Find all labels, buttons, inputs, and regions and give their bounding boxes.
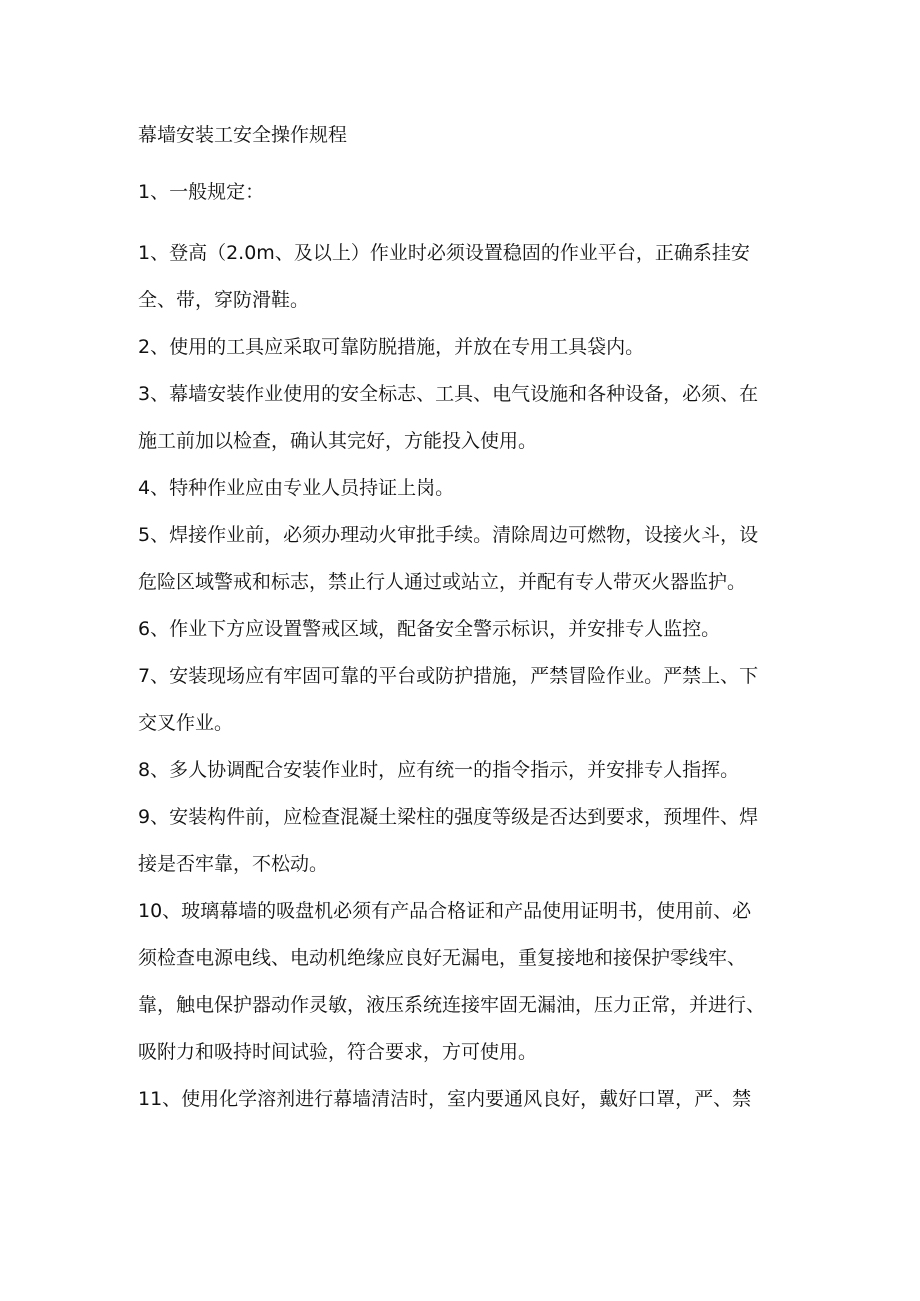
rule-line: 4、特种作业应由专业人员持证上岗。 [138, 477, 455, 499]
rule-line: 危险区域警戒和标志，禁止行人通过或站立，并配有专人带灭火器监护。 [138, 571, 747, 593]
document-title: 幕墙安装工安全操作规程 [138, 124, 348, 146]
rule-line: 5、焊接作业前，必须办理动火审批手续。清除周边可燃物，设接火斗，设 [138, 524, 759, 546]
section-heading: 1、一般规定： [138, 181, 265, 203]
rule-line: 10、玻璃幕墙的吸盘机必须有产品合格证和产品使用证明书，使用前、必 [138, 900, 752, 922]
rule-line: 11、使用化学溶剂进行幕墙清洁时，室内要通风良好，戴好口罩，严、禁 [138, 1088, 752, 1110]
rule-item [138, 512, 806, 606]
rule-item [138, 465, 806, 512]
rule-line: 3、幕墙安装作业使用的安全标志、工具、电气设施和各种设备，必须、在 [138, 383, 759, 405]
rule-line: 9、安装构件前，应检查混凝土梁柱的强度等级是否达到要求，预埋件、焊 [138, 806, 759, 828]
rule-item [138, 606, 806, 653]
rule-line: 须检查电源电线、电动机绝缘应良好无漏电，重复接地和接保护零线牢、 [138, 947, 747, 969]
rule-line: 6、作业下方应设置警戒区域，配备安全警示标识，并安排专人监控。 [138, 618, 721, 640]
rule-line: 施工前加以检查，确认其完好，方能投入使用。 [138, 430, 538, 452]
rule-line: 8、多人协调配合安装作业时，应有统一的指令指示，并安排专人指挥。 [138, 759, 740, 781]
rule-line: 靠，触电保护器动作灵敏，液压系统连接牢固无漏油，压力正常，并进行、 [138, 994, 766, 1016]
rule-item [138, 653, 806, 747]
rule-item [138, 747, 806, 794]
rule-line: 7、安装现场应有牢固可靠的平台或防护措施，严禁冒险作业。严禁上、下 [138, 665, 759, 687]
rule-item [138, 371, 806, 465]
rule-line: 1、登高（2.0m、及以上）作业时必须设置稳固的作业平台，正确系挂安 [138, 242, 750, 264]
rule-line: 2、使用的工具应采取可靠防脱措施，并放在专用工具袋内。 [138, 336, 645, 358]
rule-item [138, 230, 806, 324]
document-body [138, 112, 806, 1123]
rules-list [138, 230, 806, 1123]
rule-item [138, 1076, 806, 1123]
rule-line: 吸附力和吸持时间试验，符合要求，方可使用。 [138, 1041, 538, 1063]
rule-item [138, 794, 806, 888]
rule-line: 接是否牢靠，不松动。 [138, 853, 329, 875]
rule-item [138, 324, 806, 371]
rule-line: 交叉作业。 [138, 712, 234, 734]
rule-item [138, 888, 806, 1076]
rule-line: 全、带，穿防滑鞋。 [138, 289, 310, 311]
